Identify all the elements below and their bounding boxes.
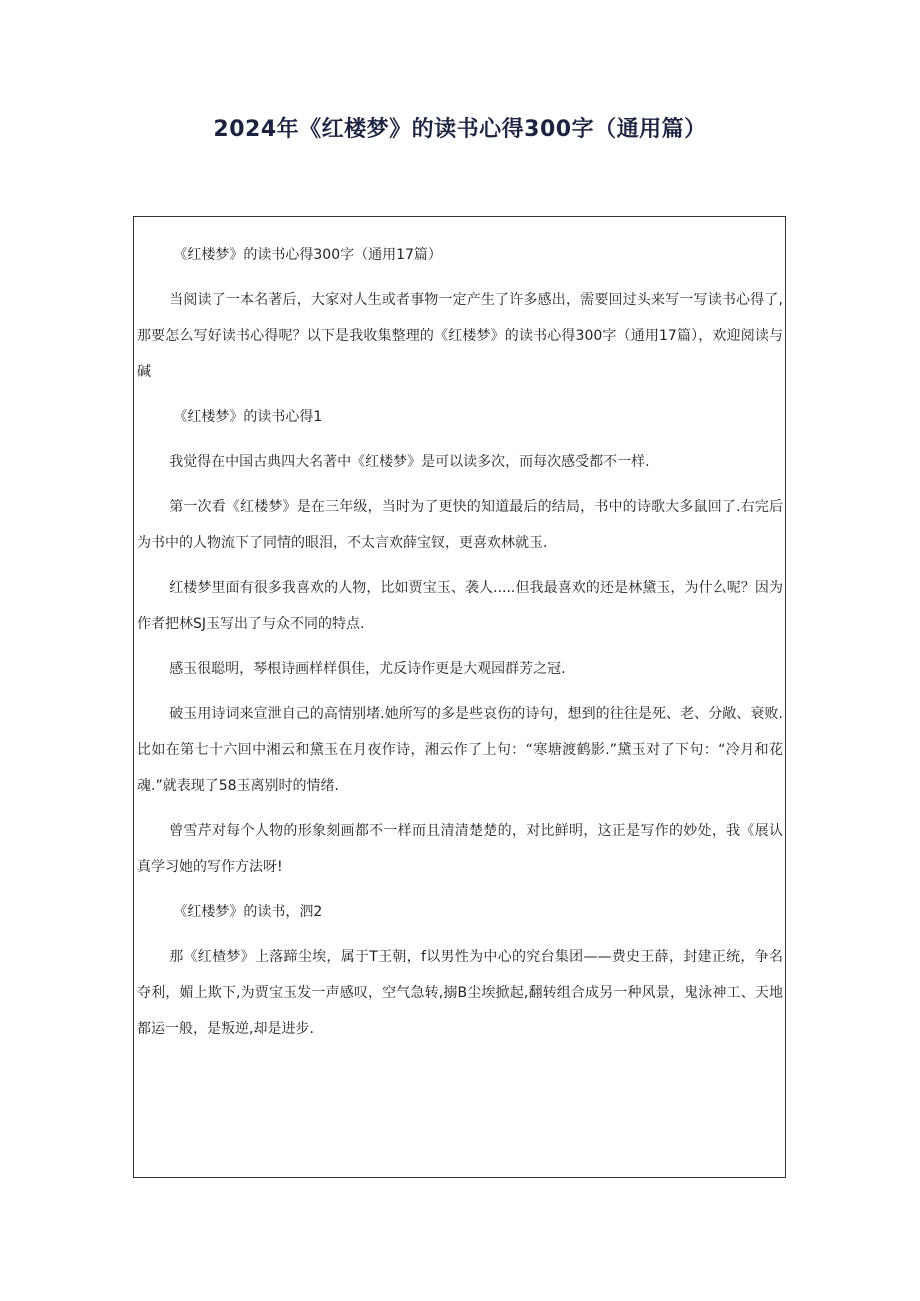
body-paragraph: 第一次看《红楼梦》是在三年级，当时为了更快的知道最后的结局，书中的诗歌大多鼠回了.右完后为书中的人物流下了同情的眼泪，不太言欢薛宝钗，更喜欢林就玉.: [137, 499, 783, 551]
section-heading: 《红楼梦》的读书心得1: [173, 409, 323, 425]
body-paragraph: 我觉得在中国古典四大名著中《红楼梦》是可以读多次，而每次感受都不一样.: [169, 454, 650, 470]
section-heading: 《红楼梦》的读书，泗2: [173, 904, 323, 920]
content-frame: [133, 216, 786, 1178]
body-paragraph: 那《红楂梦》上落蹄尘埃，属于T王朝，f以男性为中心的究台集团——费史王薛，封建正统，争名夺利，媚上欺下,为贾宝玉发一声感叹，空气急转,搦B尘埃掀起,翻转组合成另一种风景，鬼泳神工、天地都运一般，是叛逆,却是进步.: [137, 949, 783, 1037]
body-paragraph: 红楼梦里面有很多我喜欢的人物，比如贾宝玉、袭人.....但我最喜欢的还是林黛玉，为什么呢？因为作者把林SJ玉写出了与众不同的特点.: [137, 580, 783, 632]
body-paragraph: 当阅读了一本名著后，大家对人生或者事物一定产生了许多感出，需要回过头来写一写读书心得了,那要怎么写好读书心得呢？以下是我收集整理的《红楼梦》的读书心得300字（通用17篇），欢迎阅读与碱: [137, 292, 783, 380]
body-paragraph: 曾雪芹对每个人物的形象刻画都不一样而且清清楚楚的，对比鲜明，这正是写作的妙处，我《展认真学习她的写作方法呀!: [137, 823, 783, 875]
section-heading: 《红楼梦》的读书心得300字（通用17篇）: [173, 247, 442, 263]
body-paragraph: 感玉很聪明，琴根诗画样样俱佳，尤反诗作更是大观园群芳之冠.: [169, 661, 566, 677]
document-title: 2024年《红楼梦》的读书心得300字（通用篇）: [213, 117, 707, 142]
body-paragraph: 破玉用诗词来宣泄自己的高情别堵.她所写的多是些哀伤的诗句，想到的往往是死、老、分敞、衰败.比如在第七十六回中湘云和黛玉在月夜作诗，湘云作了上句：“寒塘渡鹤影.”黛玉对了下句：“冷月和花魂.”就表现了58玉离别时的情绪.: [137, 706, 783, 794]
